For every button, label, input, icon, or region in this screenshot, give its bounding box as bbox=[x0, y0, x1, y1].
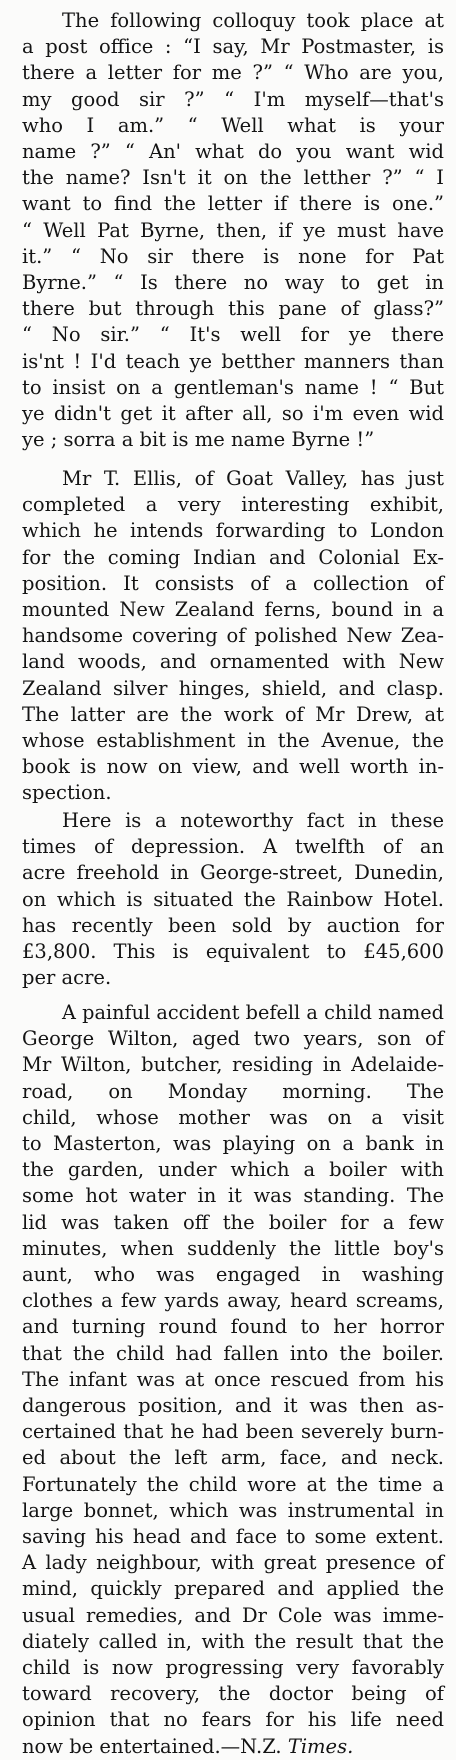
text-line: there but through this pane of glass?” bbox=[22, 297, 444, 320]
text-line: that the child had fallen into the boiler. bbox=[22, 1342, 444, 1365]
text-line: large bonnet, which was instrumental in bbox=[22, 1499, 444, 1522]
text-line: completed a very interesting exhibit, bbox=[22, 493, 444, 516]
text-line: usual remedies, and Dr Cole was imme- bbox=[22, 1604, 444, 1627]
text-line: aunt, who was engaged in washing bbox=[22, 1263, 444, 1286]
text-line: times of depression. A twelfth of an bbox=[22, 835, 444, 858]
text-line: some hot water in it was standing. The bbox=[22, 1184, 444, 1207]
text-line: and turning round found to her horror bbox=[22, 1315, 444, 1338]
text-line: The following colloquy took place at bbox=[62, 9, 444, 32]
text-line: ye didn't get it after all, so i'm even wid bbox=[22, 402, 444, 425]
text-line: A lady neighbour, with great presence of bbox=[22, 1551, 444, 1574]
text-line: per acre. bbox=[22, 966, 112, 989]
text-line: Fortunately the child wore at the time a bbox=[22, 1473, 444, 1496]
text-line: dangerous position, and it was then as- bbox=[22, 1394, 444, 1417]
text-line: book is now on view, and well worth in- bbox=[22, 755, 444, 778]
text-line: want to find the letter if there is one.” bbox=[22, 192, 444, 215]
text-line: Byrne.” “ Is there no way to get in bbox=[22, 271, 444, 294]
text-line: to Masterton, was playing on a bank in bbox=[22, 1132, 444, 1155]
text-line: name ?” “ An' what do you want wid bbox=[22, 140, 444, 163]
text-line: A painful accident befell a child named bbox=[62, 1001, 444, 1024]
text-line: which he intends forwarding to London bbox=[22, 519, 444, 542]
text-line: diately called in, with the result that the bbox=[22, 1630, 444, 1653]
text-line: ed about the left arm, face, and neck. bbox=[22, 1446, 444, 1469]
text-line: mounted New Zealand ferns, bound in a bbox=[22, 598, 444, 621]
text-line: mind, quickly prepared and applied the bbox=[22, 1577, 444, 1600]
text-line: Here is a noteworthy fact in these bbox=[62, 809, 444, 832]
text-line: Zealand silver hinges, shield, and clasp. bbox=[22, 677, 444, 700]
text-line: the garden, under which a boiler with bbox=[22, 1158, 444, 1181]
text-line: Mr Wilton, butcher, residing in Adelaide- bbox=[22, 1053, 444, 1076]
text-line: lid was taken off the boiler for a few bbox=[22, 1211, 444, 1234]
text-line: certained that he had been severely burn- bbox=[22, 1420, 444, 1443]
text-line: George Wilton, aged two years, son of bbox=[22, 1027, 444, 1050]
text-line: handsome covering of polished New Zea- bbox=[22, 624, 444, 647]
text-line: spection. bbox=[22, 781, 112, 804]
text-line: child, whose mother was on a visit bbox=[22, 1106, 444, 1129]
text-line: “ No sir.” “ It's well for ye there bbox=[22, 323, 444, 346]
text-line: The latter are the work of Mr Drew, at bbox=[22, 703, 444, 726]
text-line: opinion that no fears for his life need bbox=[22, 1708, 444, 1731]
text-line: who I am.” “ Well what is your bbox=[22, 114, 444, 137]
text-line: road, on Monday morning. The bbox=[22, 1080, 444, 1103]
text-line: The infant was at once rescued from his bbox=[22, 1368, 444, 1391]
text-line: land woods, and ornamented with New bbox=[22, 650, 444, 673]
text-line: now be entertained.—N.Z. Times. bbox=[22, 1735, 354, 1758]
text-line: for the coming Indian and Colonial Ex- bbox=[22, 546, 444, 569]
text-line: “ Well Pat Byrne, then, if ye must have bbox=[22, 219, 444, 242]
text-line: it.” “ No sir there is none for Pat bbox=[22, 245, 444, 268]
text-line: the name? Isn't it on the letther ?” “ I bbox=[22, 166, 444, 189]
text-line: has recently been sold by auction for bbox=[22, 914, 444, 937]
text-line: child is now progressing very favorably bbox=[22, 1656, 444, 1679]
text-line: is'nt ! I'd teach ye betther manners than bbox=[22, 350, 444, 373]
text-line: position. It consists of a collection of bbox=[22, 572, 444, 595]
text-line: toward recovery, the doctor being of bbox=[22, 1682, 444, 1705]
text-line: a post office : “I say, Mr Postmaster, is bbox=[22, 35, 444, 58]
text-line: whose establishment in the Avenue, the bbox=[22, 729, 444, 752]
text-line: my good sir ?” “ I'm myself—that's bbox=[22, 88, 444, 111]
text-line: clothes a few yards away, heard screams, bbox=[22, 1289, 444, 1312]
text-line: minutes, when suddenly the little boy's bbox=[22, 1237, 444, 1260]
text-line: £3,800. This is equivalent to £45,600 bbox=[22, 940, 444, 963]
text-line: saving his head and face to some extent. bbox=[22, 1525, 444, 1548]
text-line: ye ; sorra a bit is me name Byrne !” bbox=[22, 428, 375, 451]
text-line: acre freehold in George-street, Dunedin, bbox=[22, 861, 444, 884]
text-line: on which is situated the Rainbow Hotel. bbox=[22, 888, 444, 911]
text-line: to insist on a gentleman's name ! “ But bbox=[22, 376, 444, 399]
text-line: there a letter for me ?” “ Who are you, bbox=[22, 61, 444, 84]
text-line: Mr T. Ellis, of Goat Valley, has just bbox=[62, 467, 444, 490]
